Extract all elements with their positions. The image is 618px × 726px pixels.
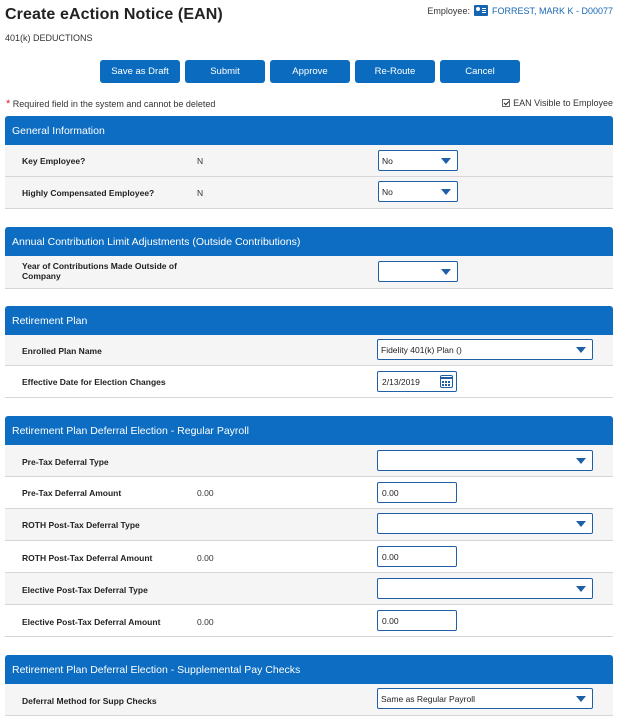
roth-type-select[interactable] xyxy=(377,513,593,534)
retirement-plan-section xyxy=(5,306,613,398)
roth-type-label: ROTH Post-Tax Deferral Type xyxy=(22,520,140,530)
enrolled-plan-label: Enrolled Plan Name xyxy=(22,346,102,356)
year-outside-select[interactable] xyxy=(378,261,458,282)
roth-amount-input[interactable]: 0.00 xyxy=(377,546,457,567)
page-title: Create eAction Notice (EAN) xyxy=(5,6,223,23)
key-employee-value: N xyxy=(197,156,204,166)
deferral-regular-header: Retirement Plan Deferral Election - Regular Payroll xyxy=(5,416,613,445)
ean-visible-checkbox[interactable] xyxy=(502,99,510,107)
required-note-text: Required field in the system and cannot be deleted xyxy=(12,99,216,109)
required-note xyxy=(6,98,215,110)
retirement-plan-header: Retirement Plan xyxy=(5,306,613,335)
roth-type-row xyxy=(5,509,613,541)
action-toolbar xyxy=(0,60,618,83)
elective-type-select[interactable] xyxy=(377,578,593,599)
year-outside-row xyxy=(5,256,613,289)
hce-value: N xyxy=(197,188,204,198)
elective-amount-row xyxy=(5,605,613,637)
roth-amount-value: 0.00 xyxy=(197,553,214,563)
enrolled-plan-select[interactable] xyxy=(377,339,593,360)
pretax-type-label: Pre-Tax Deferral Type xyxy=(22,457,109,467)
elective-type-label: Elective Post-Tax Deferral Type xyxy=(22,585,148,595)
elective-amount-label: Elective Post-Tax Deferral Amount xyxy=(22,617,161,627)
general-information-section xyxy=(5,116,613,209)
supp-method-select[interactable] xyxy=(377,688,593,709)
pretax-type-row xyxy=(5,445,613,477)
elective-type-row xyxy=(5,573,613,605)
key-employee-row xyxy=(5,145,613,177)
chevron-down-icon xyxy=(441,158,451,164)
pretax-amount-value: 0.00 xyxy=(197,488,214,498)
chevron-down-icon xyxy=(576,347,586,353)
general-information-header: General Information xyxy=(5,116,613,145)
roth-amount-label: ROTH Post-Tax Deferral Amount xyxy=(22,553,153,563)
hce-row xyxy=(5,177,613,209)
ean-visible-label: EAN Visible to Employee xyxy=(513,98,613,108)
calendar-icon[interactable] xyxy=(440,375,453,388)
chevron-down-icon xyxy=(576,696,586,702)
effective-date-value: 2/13/2019 xyxy=(382,376,420,387)
id-card-icon[interactable] xyxy=(474,5,488,16)
annual-contribution-section xyxy=(5,227,613,289)
enrolled-plan-row xyxy=(5,335,613,366)
key-employee-select-value: No xyxy=(382,155,393,166)
hce-select[interactable] xyxy=(378,181,458,202)
chevron-down-icon xyxy=(441,269,451,275)
reroute-button[interactable]: Re-Route xyxy=(355,60,435,83)
effective-date-label: Effective Date for Election Changes xyxy=(22,377,166,387)
hce-select-value: No xyxy=(382,186,393,197)
elective-amount-value: 0.00 xyxy=(197,617,214,627)
save-draft-button[interactable]: Save as Draft xyxy=(100,60,180,83)
deferral-regular-section xyxy=(5,416,613,637)
pretax-type-select[interactable] xyxy=(377,450,593,471)
page-subtitle: 401(k) DEDUCTIONS xyxy=(5,33,93,43)
effective-date-row xyxy=(5,366,613,398)
chevron-down-icon xyxy=(576,521,586,527)
supp-method-select-value: Same as Regular Payroll xyxy=(381,693,476,704)
required-star-icon: * xyxy=(6,98,11,110)
annual-contribution-header: Annual Contribution Limit Adjustments (Outside Contributions) xyxy=(5,227,613,256)
submit-button[interactable]: Submit xyxy=(185,60,265,83)
key-employee-label: Key Employee? xyxy=(22,156,86,166)
roth-amount-row xyxy=(5,541,613,573)
approve-button[interactable]: Approve xyxy=(270,60,350,83)
employee-link[interactable]: FORREST, MARK K - D00077 xyxy=(491,5,613,16)
effective-date-input[interactable] xyxy=(377,371,457,392)
pretax-amount-row xyxy=(5,477,613,509)
key-employee-select[interactable] xyxy=(378,150,458,171)
chevron-down-icon xyxy=(576,458,586,464)
elective-amount-input[interactable]: 0.00 xyxy=(377,610,457,631)
pretax-amount-label: Pre-Tax Deferral Amount xyxy=(22,488,122,498)
supp-method-row xyxy=(5,684,613,716)
employee-label: Employee: xyxy=(427,5,470,16)
year-outside-label: Year of Contributions Made Outside of Company xyxy=(22,261,177,281)
hce-label: Highly Compensated Employee? xyxy=(22,188,155,198)
deferral-supplemental-header: Retirement Plan Deferral Election - Supplemental Pay Checks xyxy=(5,655,613,684)
pretax-amount-input[interactable]: 0.00 xyxy=(377,482,457,503)
enrolled-plan-select-value: Fidelity 401(k) Plan () xyxy=(381,344,462,355)
employee-info xyxy=(427,5,613,16)
chevron-down-icon xyxy=(441,189,451,195)
ean-visible-toggle[interactable] xyxy=(502,98,613,108)
supp-method-label: Deferral Method for Supp Checks xyxy=(22,696,157,706)
deferral-supplemental-section xyxy=(5,655,613,716)
cancel-button[interactable]: Cancel xyxy=(440,60,520,83)
chevron-down-icon xyxy=(576,586,586,592)
